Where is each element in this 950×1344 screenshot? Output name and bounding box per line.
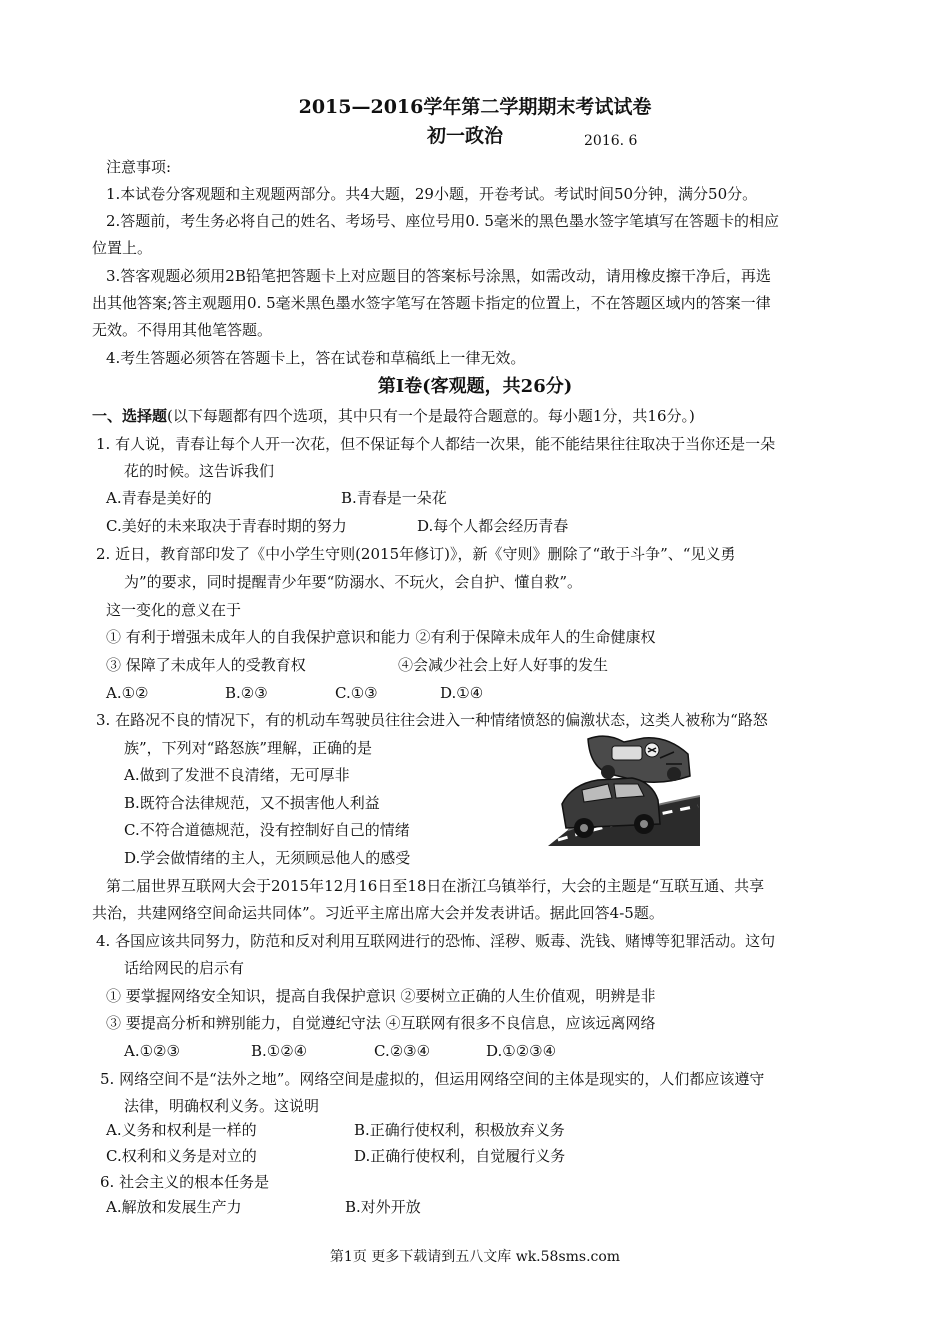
q4-stem: 4. 各国应该共同努力，防范和反对利用互联网进行的恐怖、淫秽、贩毒、洗钱、赌博等犯罪活动。这句 <box>96 932 776 950</box>
note-2-cont: 位置上。 <box>92 239 153 257</box>
part-label: 一、选择题 <box>92 407 168 425</box>
q5-option-d: D.正确行使权利，自觉履行义务 <box>354 1147 566 1165</box>
q3-option-d: D.学会做情绪的主人，无须顾忌他人的感受 <box>124 849 411 867</box>
q1-option-c: C.美好的未来取决于青春时期的努力 <box>106 517 347 535</box>
subject-title: 初一政治 <box>427 125 504 147</box>
note-3-cont: 出其他答案;答主观题用0. 5毫米黑色墨水签字笔写在答题卡指定的位置上，不在答题区域内的答案一律 <box>92 294 771 312</box>
q5-option-a: A.义务和权利是一样的 <box>106 1121 257 1139</box>
q4-option-d: D.①②③④ <box>486 1042 557 1060</box>
q2-option-c: C.①③ <box>335 684 378 702</box>
q5-stem-cont: 法律，明确权利义务。这说明 <box>124 1097 320 1115</box>
q2-statements-1-2: ① 有利于增强未成年人的自我保护意识和能力 ②有利于保障未成年人的生命健康权 <box>106 628 656 646</box>
note-3-cont2: 无效。不得用其他笔答题。 <box>92 321 273 339</box>
q4-statements-1-2: ① 要掌握网络安全知识，提高自我保护意识 ②要树立正确的人生价值观，明辨是非 <box>106 987 656 1005</box>
section-title: 第I卷(客观题，共26分) <box>377 376 573 397</box>
q2-option-d: D.①④ <box>440 684 484 702</box>
q4-stem-cont: 话给网民的启示有 <box>124 959 245 977</box>
q3-stem: 3. 在路况不良的情况下，有的机动车驾驶员往往会进入一种情绪愤怒的偏激状态，这类人被称为“路怒 <box>96 711 768 729</box>
exam-date: 2016. 6 <box>584 133 638 149</box>
q6-stem: 6. 社会主义的根本任务是 <box>100 1173 270 1191</box>
q2-stem-cont: 为”的要求，同时提醒青少年要“防溺水、不玩火，会自护、懂自救”。 <box>124 573 583 591</box>
q1-option-d: D.每个人都会经历青春 <box>417 517 569 535</box>
q2-statement-4: ④会减少社会上好人好事的发生 <box>398 656 609 674</box>
q3-option-b: B.既符合法律规范，又不损害他人利益 <box>124 794 380 812</box>
q5-stem: 5. 网络空间不是“法外之地”。网络空间是虚拟的，但运用网络空间的主体是现实的，人们都应该遵守 <box>100 1070 765 1088</box>
q1-option-b: B.青春是一朵花 <box>341 489 447 507</box>
q5-option-b: B.正确行使权利，积极放弃义务 <box>354 1121 565 1139</box>
q2-question: 这一变化的意义在于 <box>106 601 242 619</box>
q1-option-a: A.青春是美好的 <box>106 489 212 507</box>
q5-option-c: C.权利和义务是对立的 <box>106 1147 257 1165</box>
q3-option-c: C.不符合道德规范，没有控制好自己的情绪 <box>124 821 410 839</box>
road-rage-cartoon-image <box>548 734 700 846</box>
q1-stem: 1. 有人说，青春让每个人开一次花，但不保证每个人都结一次果，能不能结果往往取决于当你还是一朵 <box>96 435 776 453</box>
notes-heading: 注意事项: <box>106 158 172 176</box>
page-footer: 第1页 更多下载请到五八文库 wk.58sms.com <box>329 1249 621 1265</box>
q4-option-c: C.②③④ <box>374 1042 431 1060</box>
passage-line-2: 共治，共建网络空间命运共同体”。习近平主席出席大会并发表讲话。据此回答4-5题。 <box>92 904 664 922</box>
note-2: 2.答题前，考生务必将自己的姓名、考场号、座位号用0. 5毫米的黑色墨水签字笔填写在答题卡的相应 <box>106 212 779 230</box>
q4-option-a: A.①②③ <box>124 1042 180 1060</box>
q2-option-a: A.①② <box>106 684 149 702</box>
part-desc: (以下每题都有四个选项，其中只有一个是最符合题意的。每小题1分，共16分。) <box>167 407 695 425</box>
note-3: 3.答客观题必须用2B铅笔把答题卡上对应题目的答案标号涂黑，如需改动，请用橡皮擦干净后，再选 <box>106 267 771 285</box>
q6-option-a: A.解放和发展生产力 <box>106 1198 242 1216</box>
q4-statements-3-4: ③ 要提高分析和辨别能力，自觉遵纪守法 ④互联网有很多不良信息，应该远离网络 <box>106 1014 656 1032</box>
part-instructions <box>92 406 695 426</box>
q2-stem: 2. 近日，教育部印发了《中小学生守则(2015年修订)》，新《守则》删除了“敢于斗争”、“见义勇 <box>96 545 736 563</box>
q4-option-b: B.①②④ <box>251 1042 308 1060</box>
q3-stem-cont: 族”，下列对“路怒族”理解，正确的是 <box>124 739 373 757</box>
note-4: 4.考生答题必须答在答题卡上，答在试卷和草稿纸上一律无效。 <box>106 349 526 367</box>
q3-option-a: A.做到了发泄不良清绪，无可厚非 <box>124 766 350 784</box>
note-1: 1.本试卷分客观题和主观题两部分。共4大题，29小题，开卷考试。考试时间50分钟，满分50分。 <box>106 185 758 203</box>
q1-stem-cont: 花的时候。这告诉我们 <box>124 462 275 480</box>
passage-line-1: 第二届世界互联网大会于2015年12月16日至18日在浙江乌镇举行，大会的主题是“互联互通、共享 <box>106 877 765 895</box>
q6-option-b: B.对外开放 <box>345 1198 421 1216</box>
exam-title: 2015—2016学年第二学期期末考试试卷 <box>298 96 652 118</box>
q2-option-b: B.②③ <box>225 684 268 702</box>
q2-statement-3: ③ 保障了未成年人的受教育权 <box>106 656 306 674</box>
